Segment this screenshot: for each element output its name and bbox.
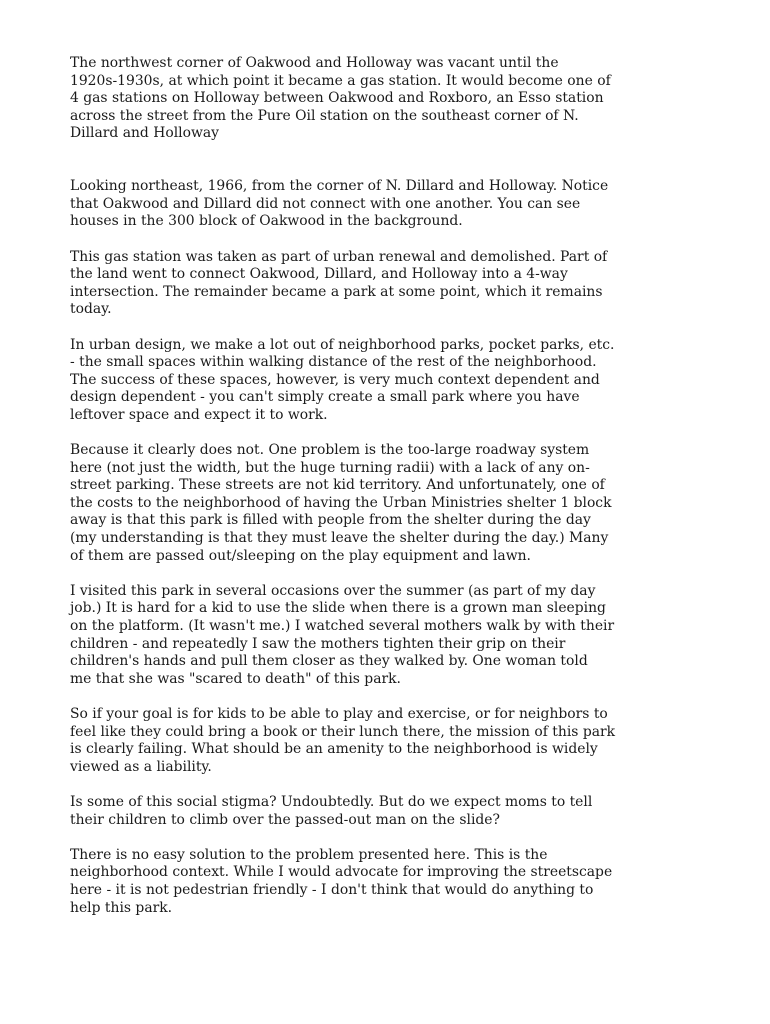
text-line: here - it is not pedestrian friendly - I don't think that would do anything to bbox=[70, 881, 594, 898]
paragraph bbox=[70, 706, 710, 776]
text-line: I visited this park in several occasions over the summer (as part of my day bbox=[70, 582, 596, 599]
text-line: on the platform. (It wasn't me.) I watched several mothers walk by with their bbox=[70, 618, 615, 634]
text-line: houses in the 300 block of Oakwood in the background. bbox=[70, 213, 463, 230]
text-line: neighborhood context. While I would advocate for improving the streetscape bbox=[70, 864, 613, 881]
text-line: viewed as a liability. bbox=[70, 758, 212, 775]
text-line: 4 gas stations on Holloway between Oakwood and Roxboro, an Esso station bbox=[70, 90, 604, 107]
text-line: away is that this park is filled with people from the shelter during the day bbox=[70, 512, 591, 529]
text-line: So if your goal is for kids to be able to play and exercise, or for neighbors to bbox=[70, 705, 608, 722]
text-line: Dillard and Holloway bbox=[70, 125, 219, 142]
paragraph bbox=[70, 847, 710, 917]
text-line: is clearly failing. What should be an amenity to the neighborhood is widely bbox=[70, 741, 598, 758]
text-line: today. bbox=[70, 301, 112, 318]
text-line: help this park. bbox=[70, 899, 173, 916]
text-line: their children to climb over the passed-out man on the slide? bbox=[70, 811, 500, 828]
text-line: here (not just the width, but the huge turning radii) with a lack of any on- bbox=[70, 459, 590, 476]
paragraph bbox=[70, 178, 710, 231]
text-line: the land went to connect Oakwood, Dillard, and Holloway into a 4-way bbox=[70, 266, 568, 283]
text-line: leftover space and expect it to work. bbox=[70, 406, 328, 423]
text-line: feel like they could bring a book or their lunch there, the mission of this park bbox=[70, 723, 616, 740]
text-line: of them are passed out/sleeping on the play equipment and lawn. bbox=[70, 547, 531, 564]
text-line: 1920s-1930s, at which point it became a gas station. It would become one of bbox=[70, 72, 611, 89]
text-line: that Oakwood and Dillard did not connect with one another. You can see bbox=[70, 195, 581, 212]
paragraph bbox=[70, 442, 710, 565]
text-line: The northwest corner of Oakwood and Holloway was vacant until the bbox=[70, 55, 559, 71]
paragraph bbox=[70, 583, 710, 689]
text-line: Looking northeast, 1966, from the corner of N. Dillard and Holloway. Notice bbox=[70, 178, 609, 195]
text-line: In urban design, we make a lot out of neighborhood parks, pocket parks, etc. bbox=[70, 336, 615, 353]
text-line: The success of these spaces, however, is very much context dependent and bbox=[70, 371, 600, 388]
text-line: across the street from the Pure Oil station on the southeast corner of N. bbox=[70, 107, 579, 124]
text-line: me that she was "scared to death" of this park. bbox=[70, 670, 401, 687]
text-line: the costs to the neighborhood of having the Urban Ministries shelter 1 block bbox=[70, 494, 612, 511]
text-line: (my understanding is that they must leave the shelter during the day.) Many bbox=[70, 530, 609, 547]
text-line: - the small spaces within walking distance of the rest of the neighborhood. bbox=[70, 354, 597, 371]
document-body bbox=[70, 55, 710, 935]
text-line: children - and repeatedly I saw the mothers tighten their grip on their bbox=[70, 635, 566, 652]
text-line: There is no easy solution to the problem presented here. This is the bbox=[70, 846, 548, 863]
text-line: street parking. These streets are not kid territory. And unfortunately, one of bbox=[70, 477, 605, 494]
paragraph bbox=[70, 337, 710, 425]
paragraph bbox=[70, 55, 710, 143]
text-line: intersection. The remainder became a park at some point, which it remains bbox=[70, 283, 603, 300]
text-line: This gas station was taken as part of urban renewal and demolished. Part of bbox=[70, 248, 608, 265]
paragraph bbox=[70, 249, 710, 319]
text-line: children's hands and pull them closer as they walked by. One woman told bbox=[70, 653, 588, 670]
text-line: Is some of this social stigma? Undoubtedly. But do we expect moms to tell bbox=[70, 793, 593, 810]
text-line: Because it clearly does not. One problem is the too-large roadway system bbox=[70, 442, 590, 459]
paragraph bbox=[70, 794, 710, 829]
text-line: job.) It is hard for a kid to use the slide when there is a grown man sleeping bbox=[70, 600, 606, 617]
text-line: design dependent - you can't simply create a small park where you have bbox=[70, 389, 580, 406]
